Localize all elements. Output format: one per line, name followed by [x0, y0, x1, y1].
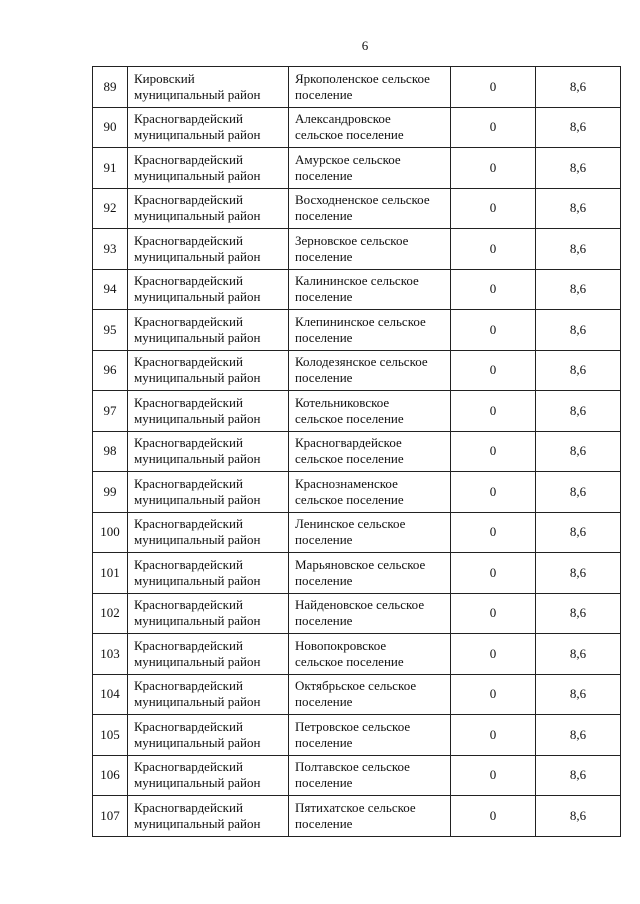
row-number-cell: 104 [93, 674, 128, 715]
value-a-cell: 0 [451, 107, 536, 148]
row-number-cell: 100 [93, 512, 128, 553]
value-a-cell: 0 [451, 674, 536, 715]
district-cell [128, 593, 289, 634]
district-cell [128, 796, 289, 837]
settlement-name-line: поселение [295, 734, 353, 750]
row-number-cell: 101 [93, 553, 128, 594]
value-a-cell: 0 [451, 553, 536, 594]
district-cell [128, 431, 289, 472]
district-cell [128, 269, 289, 310]
district-name-line: Красногвардейский [134, 516, 243, 532]
row-number-cell: 102 [93, 593, 128, 634]
settlement-cell [289, 67, 451, 108]
district-name-line: Красногвардейский [134, 435, 243, 451]
settlement-name-line: Октябрьское сельское [295, 678, 417, 694]
table-row [93, 107, 621, 148]
row-number-cell: 106 [93, 755, 128, 796]
value-b-cell: 8,6 [536, 593, 621, 634]
settlement-cell [289, 553, 451, 594]
value-a-cell: 0 [451, 796, 536, 837]
settlement-name-line: поселение [295, 815, 353, 831]
settlement-cell [289, 269, 451, 310]
settlement-cell [289, 715, 451, 756]
value-b-cell: 8,6 [536, 755, 621, 796]
district-name-line: Красногвардейский [134, 475, 243, 491]
district-name-line: муниципальный район [134, 370, 261, 386]
settlement-name-line: сельское поселение [295, 127, 404, 143]
settlement-name-line: поселение [295, 86, 353, 102]
settlement-name-line: поселение [295, 248, 353, 264]
district-name-line: Красногвардейский [134, 637, 243, 653]
row-number-cell: 95 [93, 310, 128, 351]
value-b-cell: 8,6 [536, 796, 621, 837]
settlement-name-line: Пятихатское сельское [295, 799, 416, 815]
settlement-name-line: поселение [295, 532, 353, 548]
district-name-line: муниципальный район [134, 451, 261, 467]
value-b-cell: 8,6 [536, 553, 621, 594]
value-b-cell: 8,6 [536, 472, 621, 513]
table-row [93, 593, 621, 634]
table-row [93, 269, 621, 310]
table-row [93, 755, 621, 796]
row-number-cell: 94 [93, 269, 128, 310]
settlement-name-line: Амурское сельское [295, 151, 401, 167]
settlement-name-line: Александровское [295, 111, 391, 127]
table-row [93, 674, 621, 715]
district-name-line: муниципальный район [134, 248, 261, 264]
value-a-cell: 0 [451, 512, 536, 553]
district-name-line: Кировский [134, 70, 195, 86]
district-cell [128, 512, 289, 553]
page-number: 6 [361, 38, 369, 53]
district-name-line: Красногвардейский [134, 273, 243, 289]
value-a-cell: 0 [451, 391, 536, 432]
settlement-cell [289, 593, 451, 634]
settlement-cell [289, 634, 451, 675]
district-cell [128, 67, 289, 108]
settlement-cell [289, 755, 451, 796]
district-name-line: Красногвардейский [134, 111, 243, 127]
district-name-line: муниципальный район [134, 167, 261, 183]
value-b-cell: 8,6 [536, 148, 621, 189]
district-name-line: муниципальный район [134, 329, 261, 345]
district-cell [128, 229, 289, 270]
settlement-name-line: Яркополенское сельское [295, 70, 430, 86]
table-row [93, 512, 621, 553]
value-a-cell: 0 [451, 269, 536, 310]
district-cell [128, 472, 289, 513]
settlement-name-line: сельское поселение [295, 451, 404, 467]
settlement-name-line: поселение [295, 370, 353, 386]
settlement-name-line: Марьяновское сельское [295, 556, 426, 572]
row-number-cell: 105 [93, 715, 128, 756]
settlement-cell [289, 674, 451, 715]
table-row [93, 472, 621, 513]
district-cell [128, 634, 289, 675]
district-name-line: Красногвардейский [134, 718, 243, 734]
table-row [93, 553, 621, 594]
district-name-line: Красногвардейский [134, 313, 243, 329]
district-name-line: муниципальный район [134, 410, 261, 426]
value-b-cell: 8,6 [536, 431, 621, 472]
district-name-line: муниципальный район [134, 127, 261, 143]
district-cell [128, 715, 289, 756]
district-cell [128, 188, 289, 229]
settlement-name-line: поселение [295, 775, 353, 791]
row-number-cell: 107 [93, 796, 128, 837]
district-cell [128, 310, 289, 351]
value-a-cell: 0 [451, 310, 536, 351]
value-a-cell: 0 [451, 593, 536, 634]
row-number-cell: 96 [93, 350, 128, 391]
settlement-cell [289, 148, 451, 189]
district-name-line: муниципальный район [134, 208, 261, 224]
district-name-line: муниципальный район [134, 694, 261, 710]
value-a-cell: 0 [451, 431, 536, 472]
district-name-line: муниципальный район [134, 572, 261, 588]
settlement-name-line: сельское поселение [295, 653, 404, 669]
district-name-line: муниципальный район [134, 815, 261, 831]
settlement-name-line: Восходненское сельское [295, 192, 430, 208]
settlement-name-line: поселение [295, 208, 353, 224]
settlement-name-line: Новопокровское [295, 637, 387, 653]
row-number-cell: 97 [93, 391, 128, 432]
district-name-line: муниципальный район [134, 86, 261, 102]
value-b-cell: 8,6 [536, 512, 621, 553]
district-name-line: Красногвардейский [134, 192, 243, 208]
settlement-cell [289, 229, 451, 270]
settlement-name-line: Полтавское сельское [295, 759, 410, 775]
table-row [93, 229, 621, 270]
value-b-cell: 8,6 [536, 188, 621, 229]
settlement-name-line: поселение [295, 572, 353, 588]
settlement-cell [289, 107, 451, 148]
row-number-cell: 92 [93, 188, 128, 229]
value-a-cell: 0 [451, 188, 536, 229]
district-name-line: муниципальный район [134, 653, 261, 669]
table-row [93, 634, 621, 675]
settlement-name-line: сельское поселение [295, 410, 404, 426]
settlements-table [92, 66, 621, 837]
table-row [93, 350, 621, 391]
row-number-cell: 103 [93, 634, 128, 675]
value-b-cell: 8,6 [536, 715, 621, 756]
value-b-cell: 8,6 [536, 634, 621, 675]
district-cell [128, 148, 289, 189]
district-cell [128, 350, 289, 391]
settlement-name-line: Котельниковское [295, 394, 390, 410]
district-name-line: Красногвардейский [134, 799, 243, 815]
settlement-name-line: поселение [295, 613, 353, 629]
settlement-cell [289, 188, 451, 229]
district-name-line: Красногвардейский [134, 151, 243, 167]
district-name-line: муниципальный район [134, 734, 261, 750]
row-number-cell: 90 [93, 107, 128, 148]
value-a-cell: 0 [451, 67, 536, 108]
district-cell [128, 391, 289, 432]
value-b-cell: 8,6 [536, 269, 621, 310]
row-number-cell: 93 [93, 229, 128, 270]
table-row [93, 431, 621, 472]
district-name-line: муниципальный район [134, 613, 261, 629]
table-row [93, 310, 621, 351]
value-a-cell: 0 [451, 229, 536, 270]
settlement-name-line: Найденовское сельское [295, 597, 425, 613]
district-name-line: муниципальный район [134, 491, 261, 507]
table-row [93, 188, 621, 229]
settlement-name-line: Зерновское сельское [295, 232, 409, 248]
table-body [93, 67, 621, 837]
value-b-cell: 8,6 [536, 674, 621, 715]
district-name-line: муниципальный район [134, 532, 261, 548]
settlement-name-line: Колодезянское сельское [295, 354, 428, 370]
district-name-line: Красногвардейский [134, 759, 243, 775]
table-row [93, 67, 621, 108]
district-name-line: муниципальный район [134, 775, 261, 791]
district-name-line: Красногвардейский [134, 354, 243, 370]
value-b-cell: 8,6 [536, 391, 621, 432]
district-cell [128, 755, 289, 796]
settlement-cell [289, 310, 451, 351]
settlement-name-line: Петровское сельское [295, 718, 411, 734]
district-cell [128, 674, 289, 715]
settlement-name-line: Ленинское сельское [295, 516, 406, 532]
district-name-line: муниципальный район [134, 289, 261, 305]
settlement-name-line: поселение [295, 694, 353, 710]
district-cell [128, 553, 289, 594]
district-name-line: Красногвардейский [134, 678, 243, 694]
district-name-line: Красногвардейский [134, 394, 243, 410]
value-a-cell: 0 [451, 472, 536, 513]
table-row [93, 391, 621, 432]
value-a-cell: 0 [451, 350, 536, 391]
settlement-cell [289, 472, 451, 513]
row-number-cell: 98 [93, 431, 128, 472]
value-b-cell: 8,6 [536, 229, 621, 270]
row-number-cell: 89 [93, 67, 128, 108]
value-a-cell: 0 [451, 148, 536, 189]
row-number-cell: 99 [93, 472, 128, 513]
settlement-name-line: Калининское сельское [295, 273, 419, 289]
settlement-cell [289, 796, 451, 837]
settlement-cell [289, 512, 451, 553]
value-a-cell: 0 [451, 634, 536, 675]
settlement-name-line: Краснознаменское [295, 475, 398, 491]
value-b-cell: 8,6 [536, 310, 621, 351]
settlement-name-line: поселение [295, 167, 353, 183]
settlement-cell [289, 391, 451, 432]
settlement-cell [289, 431, 451, 472]
row-number-cell: 91 [93, 148, 128, 189]
value-b-cell: 8,6 [536, 107, 621, 148]
value-a-cell: 0 [451, 715, 536, 756]
table-row [93, 796, 621, 837]
district-cell [128, 107, 289, 148]
district-name-line: Красногвардейский [134, 232, 243, 248]
value-b-cell: 8,6 [536, 67, 621, 108]
value-a-cell: 0 [451, 755, 536, 796]
district-name-line: Красногвардейский [134, 597, 243, 613]
district-name-line: Красногвардейский [134, 556, 243, 572]
settlement-cell [289, 350, 451, 391]
settlement-name-line: поселение [295, 329, 353, 345]
value-b-cell: 8,6 [536, 350, 621, 391]
settlement-name-line: поселение [295, 289, 353, 305]
table-row [93, 715, 621, 756]
settlement-name-line: Красногвардейское [295, 435, 402, 451]
settlement-name-line: Клепининское сельское [295, 313, 426, 329]
table-row [93, 148, 621, 189]
settlement-name-line: сельское поселение [295, 491, 404, 507]
